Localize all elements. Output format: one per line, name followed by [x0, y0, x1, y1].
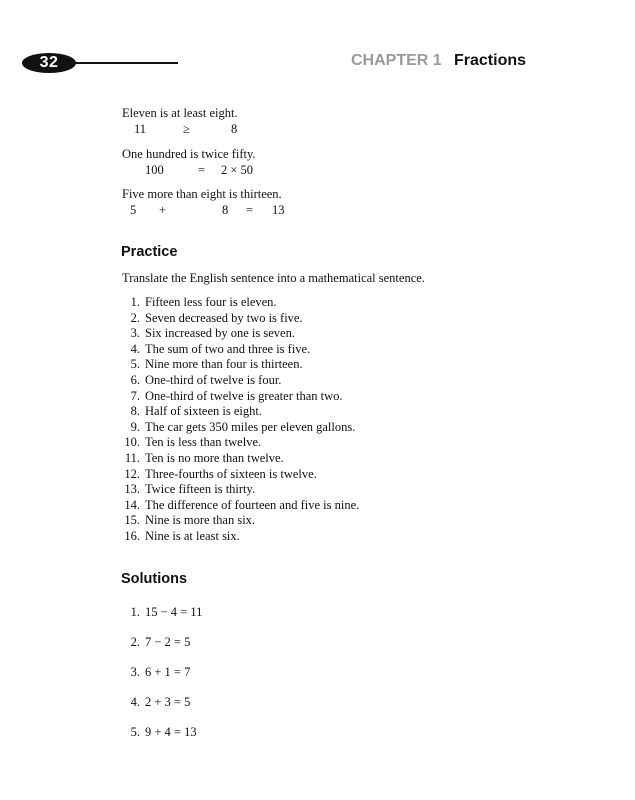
item-number: 6.	[130, 372, 140, 387]
item-number: 1.	[130, 605, 140, 619]
item-text: One-third of twelve is four.	[145, 372, 282, 387]
example-symbol: +	[159, 203, 167, 217]
item-text: One-third of twelve is greater than two.	[145, 388, 343, 403]
example-symbol: 11	[134, 122, 147, 136]
item-number: 14.	[124, 497, 140, 512]
item-number: 8.	[130, 404, 140, 419]
solution-item	[118, 724, 202, 754]
item-text: The sum of two and three is five.	[145, 341, 311, 356]
item-text: Ten is less than twelve.	[145, 435, 262, 450]
item-text: 6 + 1 = 7	[145, 665, 191, 679]
item-text: Seven decreased by two is five.	[145, 310, 303, 325]
example-symbol: 2 × 50	[221, 163, 254, 177]
practice-item	[118, 498, 359, 514]
page-number-badge: 32	[22, 53, 76, 73]
item-text: Twice fifteen is thirty.	[145, 482, 256, 497]
item-text: Nine more than four is thirteen.	[145, 357, 303, 372]
item-text: 2 + 3 = 5	[145, 695, 191, 709]
example-symbol: 8	[222, 203, 229, 217]
item-number: 13.	[124, 482, 140, 497]
item-number: 4.	[130, 695, 140, 709]
practice-item	[118, 295, 359, 311]
item-number: 11.	[124, 450, 140, 465]
item-text: Six increased by one is seven.	[145, 326, 295, 341]
item-text: The difference of fourteen and five is nine.	[145, 497, 360, 512]
item-number: 1.	[130, 295, 140, 309]
example-symbol: ≥	[183, 122, 190, 136]
item-text: Nine is at least six.	[145, 528, 240, 543]
item-text: The car gets 350 miles per eleven gallons.	[145, 419, 356, 434]
solutions-heading: Solutions	[121, 571, 188, 587]
item-text: 15 − 4 = 11	[145, 605, 203, 619]
practice-item	[118, 451, 359, 467]
practice-instruction: Translate the English sentence into a mathematical sentence.	[122, 271, 425, 285]
example-symbol: 13	[272, 203, 285, 217]
solution-item	[118, 694, 202, 724]
practice-list	[118, 295, 359, 545]
solution-item	[118, 634, 202, 664]
header-rule	[74, 62, 178, 64]
example-symbol: =	[198, 163, 206, 177]
item-number: 3.	[130, 326, 140, 341]
item-number: 15.	[124, 513, 140, 528]
example-symbol: 5	[130, 203, 137, 217]
solution-item	[118, 604, 202, 634]
item-number: 16.	[124, 528, 140, 543]
item-text: Fifteen less four is eleven.	[145, 295, 277, 309]
practice-item	[118, 420, 359, 436]
practice-item	[118, 342, 359, 358]
page-header	[0, 50, 635, 76]
item-number: 7.	[130, 388, 140, 403]
practice-item	[118, 326, 359, 342]
chapter-title: Fractions	[454, 52, 527, 69]
practice-item	[118, 404, 359, 420]
item-number: 5.	[130, 725, 140, 739]
example-symbol: 8	[231, 122, 238, 136]
practice-heading: Practice	[121, 244, 178, 260]
item-text: Nine is more than six.	[145, 513, 256, 528]
practice-item	[118, 357, 359, 373]
example-sentence: Five more than eight is thirteen.	[122, 187, 282, 201]
practice-item	[118, 373, 359, 389]
example-symbol: 100	[145, 163, 164, 177]
item-text: 7 − 2 = 5	[145, 635, 191, 649]
item-number: 10.	[124, 435, 140, 450]
practice-item	[118, 513, 359, 529]
practice-item	[118, 482, 359, 498]
item-text: 9 + 4 = 13	[145, 725, 197, 739]
practice-item	[118, 529, 359, 545]
item-number: 5.	[130, 357, 140, 372]
practice-item	[118, 389, 359, 405]
practice-item	[118, 311, 359, 327]
item-number: 2.	[130, 310, 140, 325]
example-sentence: Eleven is at least eight.	[122, 106, 238, 120]
solutions-list	[118, 604, 202, 754]
example-sentence: One hundred is twice fifty.	[122, 147, 256, 161]
item-number: 9.	[130, 419, 140, 434]
practice-item	[118, 467, 359, 483]
chapter-label: CHAPTER 1	[351, 52, 442, 69]
item-text: Three-fourths of sixteen is twelve.	[145, 466, 317, 481]
item-number: 2.	[130, 635, 140, 649]
item-text: Half of sixteen is eight.	[145, 404, 262, 419]
item-text: Ten is no more than twelve.	[145, 450, 284, 465]
item-number: 3.	[130, 665, 140, 679]
practice-item	[118, 435, 359, 451]
item-number: 4.	[130, 341, 140, 356]
item-number: 12.	[124, 466, 140, 481]
solution-item	[118, 664, 202, 694]
example-symbol: =	[246, 203, 254, 217]
